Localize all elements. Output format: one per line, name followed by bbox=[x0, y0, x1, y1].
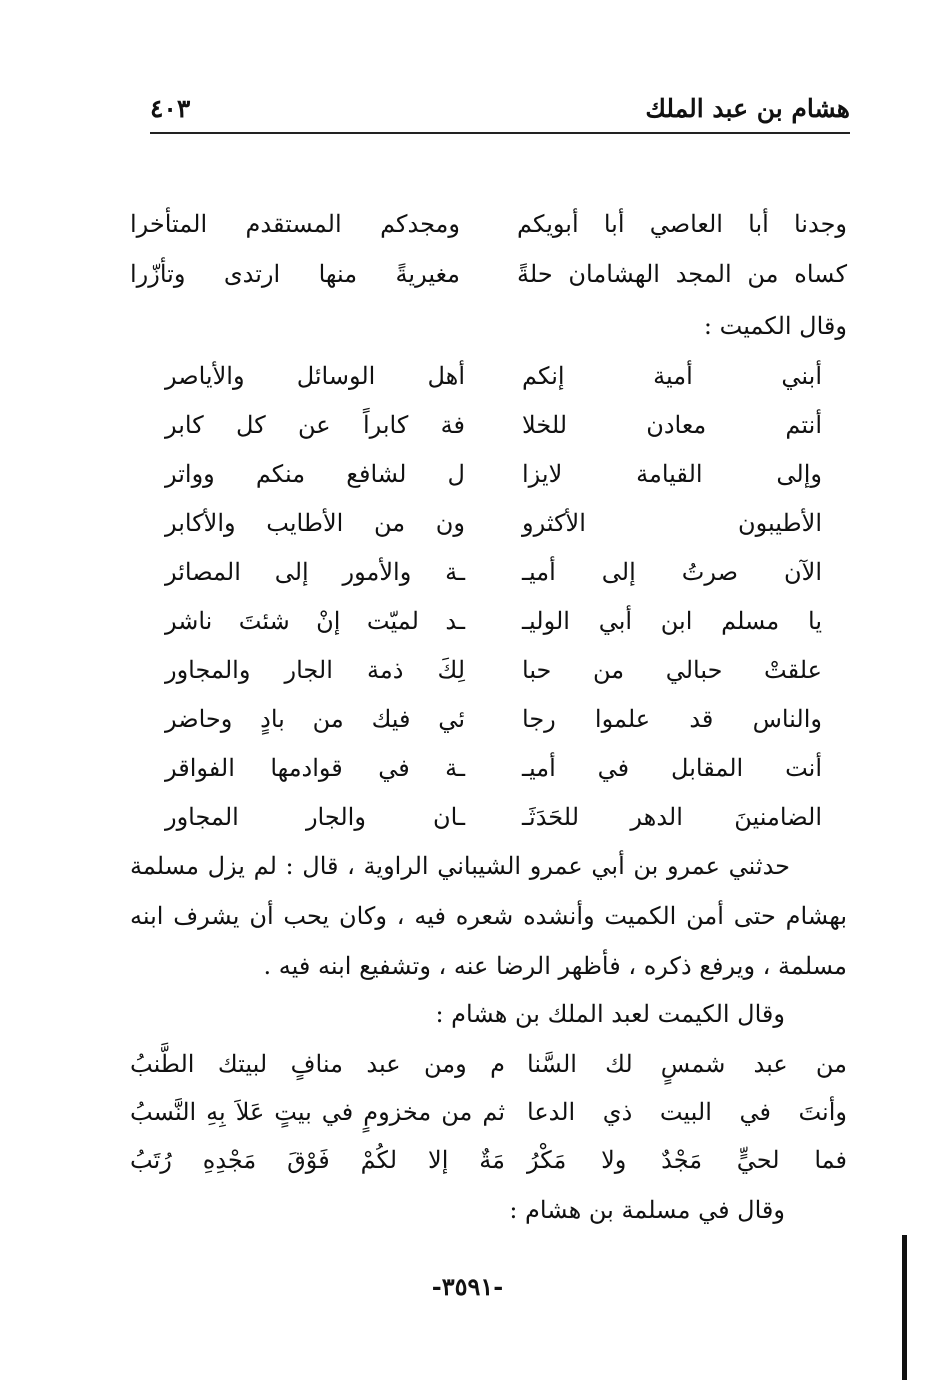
verse-first-hemistich: كساه من المجد الهشامان حلةً bbox=[517, 260, 847, 288]
header-title: هشام بن عبد الملك bbox=[645, 94, 850, 123]
verse-line bbox=[130, 1098, 847, 1142]
verse-first-hemistich: الآن صرتُ إلى أميـ bbox=[522, 558, 822, 586]
prose-line: حدثني عمرو بن أبي عمرو الشيباني الراوية ، قال : لم يزل مسلمة bbox=[130, 852, 790, 880]
verse-second-hemistich: ثم من مخزومٍ في بيتٍ عَلاَ بِهِ النَّسبُ bbox=[130, 1098, 505, 1126]
verse-first-hemistich: الضامنينَ الدهر للحَدَثَـ bbox=[522, 803, 822, 831]
verse-second-hemistich: ـان والجار المجاور bbox=[165, 803, 465, 831]
verse-line bbox=[130, 260, 847, 304]
intro-line: وقال في مسلمة بن هشام : bbox=[509, 1196, 785, 1224]
verse-second-hemistich: ل لشافع منكم وواتر bbox=[165, 460, 465, 488]
footer-page-number: -٣٥٩١- bbox=[431, 1272, 504, 1301]
verse-second-hemistich: مغيريةً منها ارتدى وتأزّرا bbox=[130, 260, 460, 288]
verse-first-hemistich: فما لحيٍّ مَجْدٌ ولا مَكْرُ bbox=[527, 1146, 847, 1174]
verse-first-hemistich: وإلى القيامة لايزا bbox=[522, 460, 822, 488]
running-header bbox=[150, 92, 850, 134]
verse-first-hemistich: الأطيبون الأكثرو bbox=[522, 509, 822, 537]
verse-second-hemistich: لِكَ ذمة الجار والمجاور bbox=[165, 656, 465, 684]
verse-line bbox=[130, 210, 847, 254]
verse-second-hemistich: ـة في قوادمها الفواقر bbox=[165, 754, 465, 782]
verse-second-hemistich: مَةٌ إلا لكُمْ فَوْقَ مَجْدِهِ رُتَبُ bbox=[130, 1146, 505, 1174]
verse-line bbox=[130, 411, 847, 455]
intro-line: وقال الكميت : bbox=[703, 312, 847, 340]
verse-line bbox=[130, 607, 847, 651]
verse-line bbox=[130, 1146, 847, 1190]
verse-first-hemistich: أنتم معادن للخلا bbox=[522, 411, 822, 439]
verse-second-hemistich: أهل الوسائل والأياصر bbox=[165, 362, 465, 390]
verse-first-hemistich: يا مسلم ابن أبي الوليـ bbox=[522, 607, 822, 635]
verse-second-hemistich: ئي فيك من بادٍ وحاضر bbox=[165, 705, 465, 733]
verse-line bbox=[130, 705, 847, 749]
page-number: ٤٠٣ bbox=[150, 94, 191, 123]
verse-second-hemistich: ون من الأطايب والأكابر bbox=[165, 509, 465, 537]
verse-line bbox=[130, 754, 847, 798]
intro-line: وقال الكيمت لعبد الملك بن هشام : bbox=[435, 1000, 785, 1028]
verse-second-hemistich: فة كابراً عن كل كابر bbox=[165, 411, 465, 439]
prose-line: بهشام حتى أمن الكميت وأنشده شعره فيه ، وكان يحب أن يشرف ابنه bbox=[130, 902, 847, 930]
scan-edge-mark bbox=[902, 1235, 907, 1380]
verse-first-hemistich: أنت المقابل في أميـ bbox=[522, 754, 822, 782]
verse-second-hemistich: ـد لميّت إنْ شئتَ ناشر bbox=[165, 607, 465, 635]
verse-line bbox=[130, 803, 847, 847]
verse-line bbox=[130, 460, 847, 504]
verse-line bbox=[130, 509, 847, 553]
verse-second-hemistich: ومجدكم المستقدم المتأخرا bbox=[130, 210, 460, 238]
verse-first-hemistich: وجدنا أبا العاصي أبا أبويكم bbox=[517, 210, 847, 238]
verse-line bbox=[130, 558, 847, 602]
verse-first-hemistich: أبني أمية إنكم bbox=[522, 362, 822, 390]
verse-first-hemistich: والناس قد علموا رجا bbox=[522, 705, 822, 733]
verse-first-hemistich: وأنتَ في البيت ذي الدعا bbox=[527, 1098, 847, 1126]
verse-second-hemistich: ـة والأمور إلى المصائر bbox=[165, 558, 465, 586]
verse-line bbox=[130, 656, 847, 700]
prose-line: مسلمة ، ويرفع ذكره ، فأظهر الرضا عنه ، وتشفيع ابنه فيه . bbox=[263, 952, 847, 980]
verse-line bbox=[130, 362, 847, 406]
verse-first-hemistich: من عبد شمسٍ لك السَّنا bbox=[527, 1050, 847, 1078]
verse-second-hemistich: م ومن عبد منافٍ لبيتك الطَّنبُ bbox=[130, 1050, 505, 1078]
verse-line bbox=[130, 1050, 847, 1094]
verse-first-hemistich: علقتْ حبالي من حبا bbox=[522, 656, 822, 684]
